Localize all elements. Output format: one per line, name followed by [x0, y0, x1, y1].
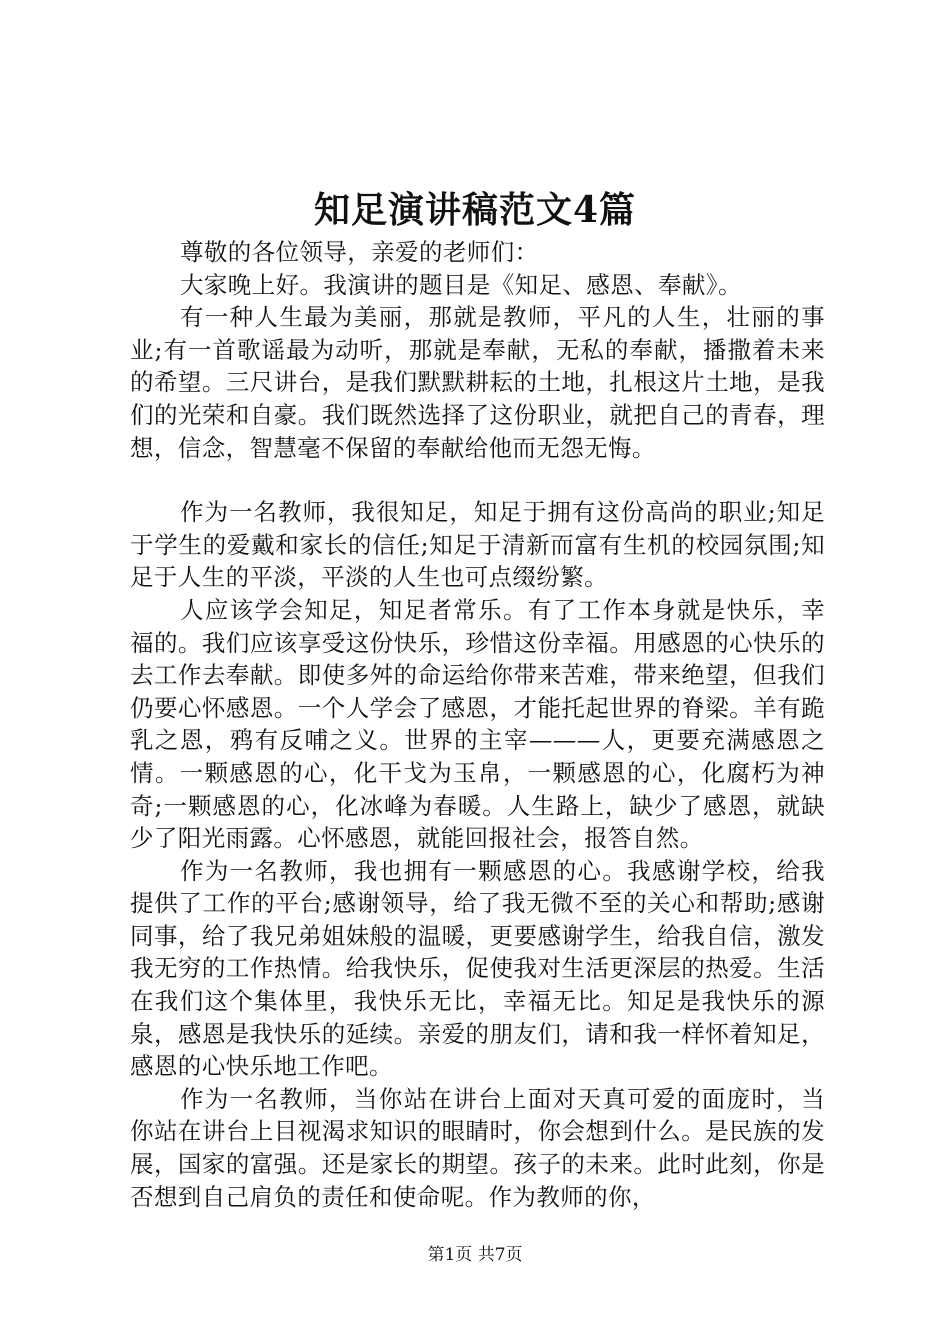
- paragraph-gap: [130, 464, 825, 496]
- paragraph-greeting: 大家晚上好。我演讲的题目是《知足、感恩、奉献》。: [180, 270, 742, 299]
- paragraph-2: 作为一名教师，我很知足，知足于拥有这份高尚的职业;知足于学生的爱戴和家长的信任;知足于清新而富有生机的校园氛围;知足于人生的平淡，平淡的人生也可点缀纷繁。: [130, 498, 825, 592]
- document-title: 知足演讲稿范文4篇: [313, 189, 637, 231]
- paragraph-5: 作为一名教师，当你站在讲台上面对天真可爱的面庞时，当你站在讲台上目视渴求知识的眼睛时，你会想到什么。是民族的发展，国家的富强。还是家长的期望。孩子的未来。此时此刻，你是否想到自己肩负的责任和使命呢。作为教师的你，: [130, 1084, 825, 1211]
- paragraph-1: 有一种人生最为美丽，那就是教师，平凡的人生，壮丽的事业;有一首歌谣最为动听，那就是奉献，无私的奉献，播撒着未来的希望。三尺讲台，是我们默默耕耘的土地，扎根这片土地，是我们的光荣和自豪。我们既然选择了这份职业，就把自己的青春，理想，信念，智慧毫不保留的奉献给他而无怨无悔。: [130, 303, 825, 462]
- paragraph-4: 作为一名教师，我也拥有一颗感恩的心。我感谢学校，给我提供了工作的平台;感谢领导，给了我无微不至的关心和帮助;感谢同事，给了我兄弟姐妹般的温暖，更要感谢学生，给我自信，激发我无穷的工作热情。给我快乐，促使我对生活更深层的热爱。生活在我们这个集体里，我快乐无比，幸福无比。知足是我快乐的源泉，感恩是我快乐的延续。亲爱的朋友们，请和我一样怀着知足，感恩的心快乐地工作吧。: [130, 856, 825, 1081]
- page-number-footer: 第1页 共7页: [427, 1245, 523, 1265]
- paragraph-3: 人应该学会知足，知足者常乐。有了工作本身就是快乐，幸福的。我们应该享受这份快乐，珍惜这份幸福。用感恩的心快乐的去工作去奉献。即使多舛的命运给你带来苦难，带来绝望，但我们仍要心怀感恩。一个人学会了感恩，才能托起世界的脊梁。羊有跪乳之恩，鸦有反哺之义。世界的主宰———人，更要充满感恩之情。一颗感恩的心，化干戈为玉帛，一颗感恩的心，化腐朽为神奇;一颗感恩的心，化冰峰为春暖。人生路上，缺少了感恩，就缺少了阳光雨露。心怀感恩，就能回报社会，报答自然。: [130, 595, 825, 853]
- paragraph-salutation: 尊敬的各位领导，亲爱的老师们：: [180, 238, 539, 266]
- document-body: [130, 236, 825, 1213]
